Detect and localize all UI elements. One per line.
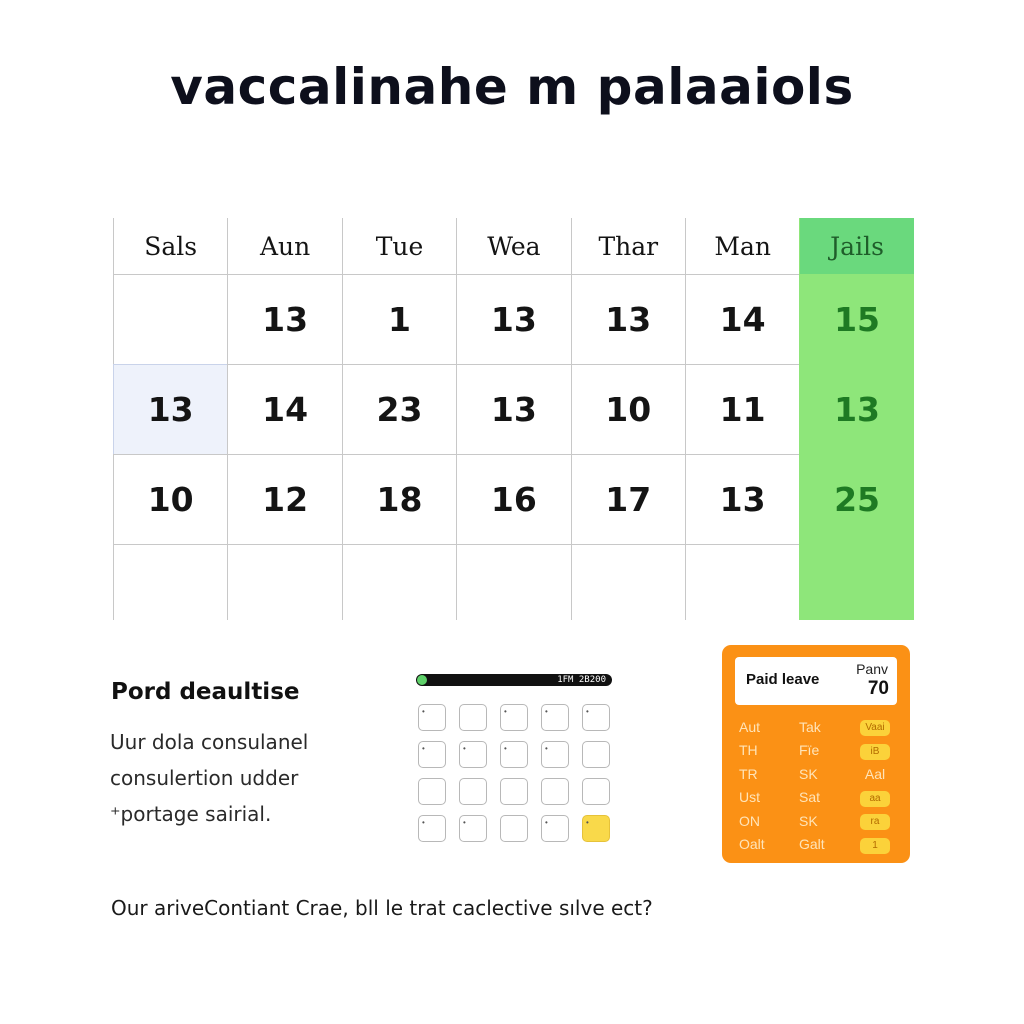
day-cell[interactable]: 14 <box>685 274 799 364</box>
promo-heading: Pord deaultise <box>111 679 300 705</box>
day-cell[interactable] <box>571 544 685 620</box>
mini-day-cell[interactable] <box>582 741 610 768</box>
page-title: vaccalinahe m palaaiols <box>170 58 854 116</box>
day-cell[interactable]: 23 <box>342 364 456 454</box>
tick-mark-icon: • <box>463 818 466 827</box>
day-cell[interactable]: 13 <box>456 364 570 454</box>
tick-mark-icon: • <box>504 744 507 753</box>
day-cell[interactable]: 18 <box>342 454 456 544</box>
calendar-week-row <box>113 544 914 620</box>
day-cell[interactable]: 13 <box>456 274 570 364</box>
day-header: Wea <box>456 218 570 274</box>
paid-leave-label: Paid leave <box>746 671 820 688</box>
tick-mark-icon: • <box>422 818 425 827</box>
leave-row-type: SK <box>799 812 818 829</box>
mini-day-cell[interactable] <box>500 815 528 842</box>
mini-day-cell[interactable] <box>541 815 569 842</box>
leave-row-type: Galt <box>799 836 825 853</box>
leave-row-badge: ra <box>860 814 890 830</box>
paid-leave-small-text: Panv <box>856 661 888 677</box>
tick-mark-icon: • <box>545 744 548 753</box>
day-cell[interactable] <box>113 544 227 620</box>
day-cell[interactable]: 13 <box>227 274 341 364</box>
promo-line: consulertion udder <box>110 766 299 790</box>
day-cell[interactable]: 14 <box>227 364 341 454</box>
list-item[interactable] <box>739 809 899 833</box>
footer-text: Our ariveContiant Crae, bll le trat caclective sılve ect? <box>111 896 653 920</box>
mini-day-cell[interactable] <box>500 778 528 805</box>
promo-line: ⁺portage sairial. <box>110 802 272 826</box>
day-cell[interactable]: 12 <box>227 454 341 544</box>
day-cell-highlighted[interactable] <box>799 544 913 620</box>
leave-row-type: Sat <box>799 789 821 806</box>
promo-body <box>110 724 380 832</box>
leave-row-code: Aut <box>739 718 761 735</box>
mini-day-cell[interactable] <box>418 815 446 842</box>
day-cell[interactable] <box>227 544 341 620</box>
day-header: Man <box>685 218 799 274</box>
tick-mark-icon: • <box>504 707 507 716</box>
mini-day-cell[interactable] <box>541 741 569 768</box>
day-header: Sals <box>113 218 227 274</box>
calendar-grid <box>113 218 914 624</box>
tick-mark-icon: • <box>545 707 548 716</box>
mini-day-cell-highlighted[interactable] <box>582 815 610 842</box>
leave-row-badge: aa <box>860 791 890 807</box>
mini-day-cell[interactable] <box>459 815 487 842</box>
calendar-week-row <box>113 454 914 544</box>
mini-day-cell[interactable] <box>582 778 610 805</box>
day-header: Thar <box>571 218 685 274</box>
day-cell[interactable]: 10 <box>113 454 227 544</box>
status-dot-icon <box>417 675 427 685</box>
tick-mark-icon: • <box>586 707 589 716</box>
mini-day-cell[interactable] <box>418 741 446 768</box>
leave-row-type: Tak <box>799 718 821 735</box>
day-cell-highlighted[interactable]: 15 <box>799 274 913 364</box>
leave-row-code: Ust <box>739 789 760 806</box>
leave-row-badge: Vaai <box>860 720 890 736</box>
mini-day-cell[interactable] <box>418 704 446 731</box>
mini-calendar-grid <box>418 704 610 842</box>
paid-leave-card <box>722 645 910 863</box>
list-item[interactable] <box>739 762 899 786</box>
tick-mark-icon: • <box>545 818 548 827</box>
calendar-week-row <box>113 364 914 454</box>
tick-mark-icon: • <box>422 744 425 753</box>
leave-row-type: Fïe <box>799 742 820 759</box>
day-cell[interactable] <box>685 544 799 620</box>
mini-calendar-bar[interactable] <box>416 674 612 686</box>
list-item[interactable] <box>739 786 899 810</box>
promo-line: Uur dola consulanel <box>110 730 309 754</box>
leave-row-code: TH <box>739 742 758 759</box>
day-cell[interactable]: 17 <box>571 454 685 544</box>
day-cell[interactable]: 16 <box>456 454 570 544</box>
mini-day-cell[interactable] <box>541 778 569 805</box>
list-item[interactable] <box>739 833 899 857</box>
tick-mark-icon: • <box>422 707 425 716</box>
list-item[interactable] <box>739 739 899 763</box>
day-cell[interactable]: 11 <box>685 364 799 454</box>
mini-day-cell[interactable] <box>459 778 487 805</box>
leave-row-code: Oalt <box>739 836 765 853</box>
paid-leave-list <box>739 715 899 856</box>
leave-row-code: TR <box>739 765 758 782</box>
day-cell[interactable]: 1 <box>342 274 456 364</box>
mini-day-cell[interactable] <box>582 704 610 731</box>
tick-mark-icon: • <box>463 744 466 753</box>
mini-calendar-widget <box>416 674 614 854</box>
mini-day-cell[interactable] <box>418 778 446 805</box>
day-cell[interactable] <box>456 544 570 620</box>
day-cell-highlighted[interactable]: 25 <box>799 454 913 544</box>
day-header: Aun <box>227 218 341 274</box>
leave-row-badge: 1 <box>860 838 890 854</box>
leave-row-type: SK <box>799 765 818 782</box>
calendar-header-row <box>113 218 914 274</box>
mini-day-cell[interactable] <box>541 704 569 731</box>
day-cell[interactable] <box>342 544 456 620</box>
day-cell-highlighted[interactable]: 13 <box>799 364 913 454</box>
calendar-week-row <box>113 274 914 364</box>
mini-day-cell[interactable] <box>500 741 528 768</box>
day-header-highlighted: Jails <box>799 218 913 274</box>
leave-row-badge: Aal <box>864 765 886 782</box>
list-item[interactable] <box>739 715 899 739</box>
day-cell[interactable]: 13 <box>571 274 685 364</box>
mini-calendar-bar-text: 1FM 2B200 <box>557 675 606 685</box>
mini-day-cell[interactable] <box>459 741 487 768</box>
mini-day-cell[interactable] <box>500 704 528 731</box>
leave-row-code: ON <box>739 812 760 829</box>
day-cell[interactable]: 10 <box>571 364 685 454</box>
tick-mark-icon: • <box>586 818 589 827</box>
day-cell-selected[interactable]: 13 <box>113 364 227 454</box>
paid-leave-header <box>735 657 897 705</box>
mini-day-cell[interactable] <box>459 704 487 731</box>
day-cell[interactable] <box>113 274 227 364</box>
day-cell[interactable]: 13 <box>685 454 799 544</box>
leave-row-badge: iB <box>860 744 890 760</box>
day-header: Tue <box>342 218 456 274</box>
paid-leave-value: 70 <box>867 678 889 699</box>
